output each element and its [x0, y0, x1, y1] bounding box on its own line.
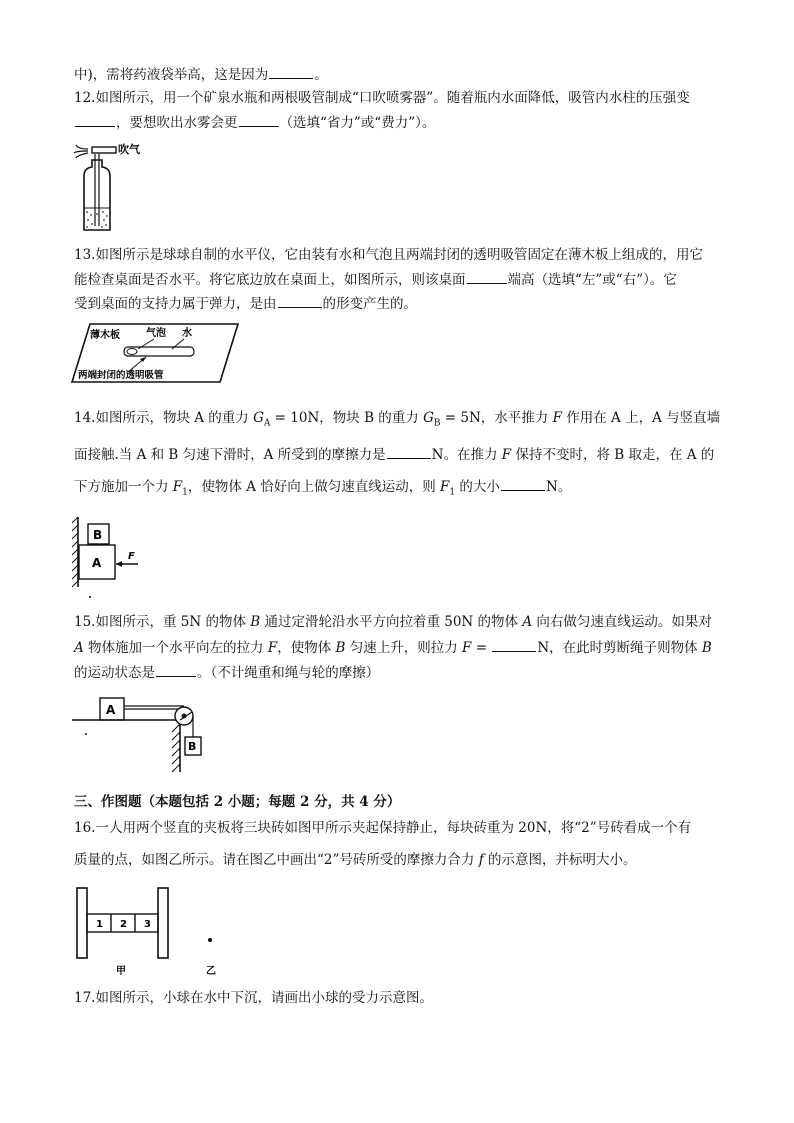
q14-wall-figure: [70, 515, 160, 605]
q14-var: F: [172, 479, 183, 495]
q12-text: ，要想吹出水雾会更: [116, 115, 238, 131]
answer-blank[interactable]: [269, 64, 313, 79]
block-b-label: B: [188, 740, 197, 753]
q15-var: B: [250, 614, 261, 630]
q14-var: G: [423, 410, 434, 426]
q13-line2: [74, 269, 734, 290]
tube-label: 两端封闭的透明吸管: [78, 370, 164, 381]
q15-line2: [74, 637, 734, 658]
q14-line3: [74, 476, 734, 503]
figure-jia-label: 甲: [116, 966, 126, 977]
q14-sub: 1: [449, 487, 456, 498]
q13-text: 能检查桌面是否水平。将它底边放在桌面上，如图所示，则该桌面: [74, 272, 466, 288]
q12-line2: [74, 112, 734, 133]
q15-text: =: [471, 640, 492, 656]
blow-label: 吹气: [118, 143, 140, 156]
q14-text: ，物块 B 的重力: [319, 410, 424, 426]
answer-blank[interactable]: [501, 476, 545, 491]
q14-text: ，使物体 A 恰好向上做匀速直线运动，则: [187, 479, 441, 495]
q13-text: 端高（选填“左”或“右”）。它: [507, 272, 677, 288]
q14-line2: [74, 444, 734, 465]
q12-text: （选填“省力”或“费力”）。: [279, 115, 436, 131]
q13-line1: 13.如图所示是球球自制的水平仪，它由装有水和气泡且两端封闭的透明吸管固定在薄木板上组成的，用它: [74, 247, 703, 263]
q16-var: f: [478, 852, 484, 868]
q14-sub: B: [433, 418, 441, 429]
q16-line2: [74, 850, 734, 870]
q16-text: 质量的点，如图乙所示。请在图乙中画出“2”号砖所受的摩擦力合力: [74, 852, 479, 868]
q14-text: 保持不变时，将 B 取走，在 A 的: [511, 447, 715, 463]
q13-text: 的形变产生的。: [322, 296, 417, 312]
q14-sub: 1: [182, 487, 188, 498]
q15-text: 的运动状态是: [74, 665, 155, 681]
q14-var: F: [501, 447, 512, 463]
q14-text: 14.如图所示，物块 A 的重力: [74, 410, 254, 426]
q15-text: 。（不计绳重和绳与轮的摩擦）: [197, 665, 380, 681]
q11-text: 中)，需将药液袋举高，这是因为: [74, 67, 269, 83]
q14-line1: [74, 408, 734, 434]
q13-line3: [74, 293, 734, 314]
board-label: 薄木板: [90, 330, 120, 341]
q12-line1: 12.如图所示，用一个矿泉水瓶和两根吸管制成“口吹喷雾器”。随着瓶内水面降低，吸管内水柱的压强变: [74, 90, 690, 106]
q14-text: ，水平推力: [480, 410, 553, 426]
answer-blank[interactable]: [492, 637, 536, 652]
figure-yi-label: 乙: [206, 966, 216, 977]
q14-value: = 10N: [270, 410, 320, 426]
q13-text: 受到桌面的支持力属于弹力，是由: [74, 296, 277, 312]
q15-var: B: [335, 640, 346, 656]
answer-blank[interactable]: [387, 444, 431, 459]
q15-text: 通过定滑轮沿水平方向拉着重 50N 的物体: [260, 614, 523, 630]
q15-line3: [74, 662, 734, 683]
q12-sprayer-figure: [70, 140, 170, 240]
q14-var: F: [440, 479, 450, 495]
q15-var: A: [74, 640, 84, 656]
brick-2-label: 2: [120, 919, 127, 930]
answer-blank[interactable]: [467, 269, 507, 284]
water-label: 水: [182, 328, 192, 339]
force-f-label: F: [128, 551, 135, 562]
q16-line1: 16.一人用两个竖直的夹板将三块砖如图甲所示夹起保持静止，每块砖重为 20N，将“2”号砖看成一个有: [74, 820, 692, 836]
q14-var: G: [253, 410, 264, 426]
q14-sub: A: [263, 418, 271, 429]
q16-text: 的示意图，并标明大小。: [483, 852, 637, 868]
q15-var: B: [701, 640, 712, 656]
block-b-label: B: [93, 528, 103, 542]
q17-text: 17.如图所示，小球在水中下沉，请画出小球的受力示意图。: [74, 990, 433, 1006]
q15-text: 物体施加一个水平向左的拉力: [83, 640, 268, 656]
q15-text: N，在此时剪断绳子则物体: [537, 640, 702, 656]
q15-var: F: [267, 640, 278, 656]
answer-blank[interactable]: [278, 293, 322, 308]
q13-level-figure: [70, 320, 250, 388]
q14-value: = 5N: [440, 410, 481, 426]
brick-2-point: [208, 938, 212, 942]
q15-line1: [74, 612, 734, 632]
block-a-label: A: [92, 556, 102, 570]
section-3-heading: 三、作图题（本题包括 2 小题；每题 2 分，共 4 分）: [74, 794, 401, 810]
q14-text: 面接触.当 A 和 B 匀速下滑时，A 所受到的摩擦力是: [74, 447, 386, 463]
block-a-label: A: [106, 703, 116, 717]
q15-text: ，使物体: [277, 640, 336, 656]
bubble-label: 气泡: [146, 328, 166, 339]
q15-text: 匀速上升，则拉力: [345, 640, 463, 656]
q15-var: A: [522, 614, 533, 630]
q14-text: 下方施加一个力: [74, 479, 173, 495]
q14-var: F: [552, 410, 562, 426]
q16-bricks-figure: [70, 882, 250, 982]
answer-blank[interactable]: [156, 662, 196, 677]
answer-blank[interactable]: [239, 112, 279, 127]
q11-tail: [74, 64, 734, 85]
brick-3-label: 3: [144, 919, 151, 930]
brick-1-label: 1: [96, 919, 103, 930]
q14-text: 的大小: [455, 479, 500, 495]
q15-var: F: [462, 640, 472, 656]
q11-text-end: 。: [314, 67, 328, 83]
q15-text: 15.如图所示，重 5N 的物体: [74, 614, 251, 630]
answer-blank[interactable]: [75, 112, 115, 127]
q14-text: N。在推力: [431, 447, 502, 463]
q15-pulley-figure: [72, 692, 202, 774]
q14-text: N。: [545, 479, 572, 495]
q14-text: 作用在 A 上，A 与竖直墙: [561, 410, 721, 426]
q15-text: 向右做匀速直线运动。如果对: [532, 614, 712, 630]
